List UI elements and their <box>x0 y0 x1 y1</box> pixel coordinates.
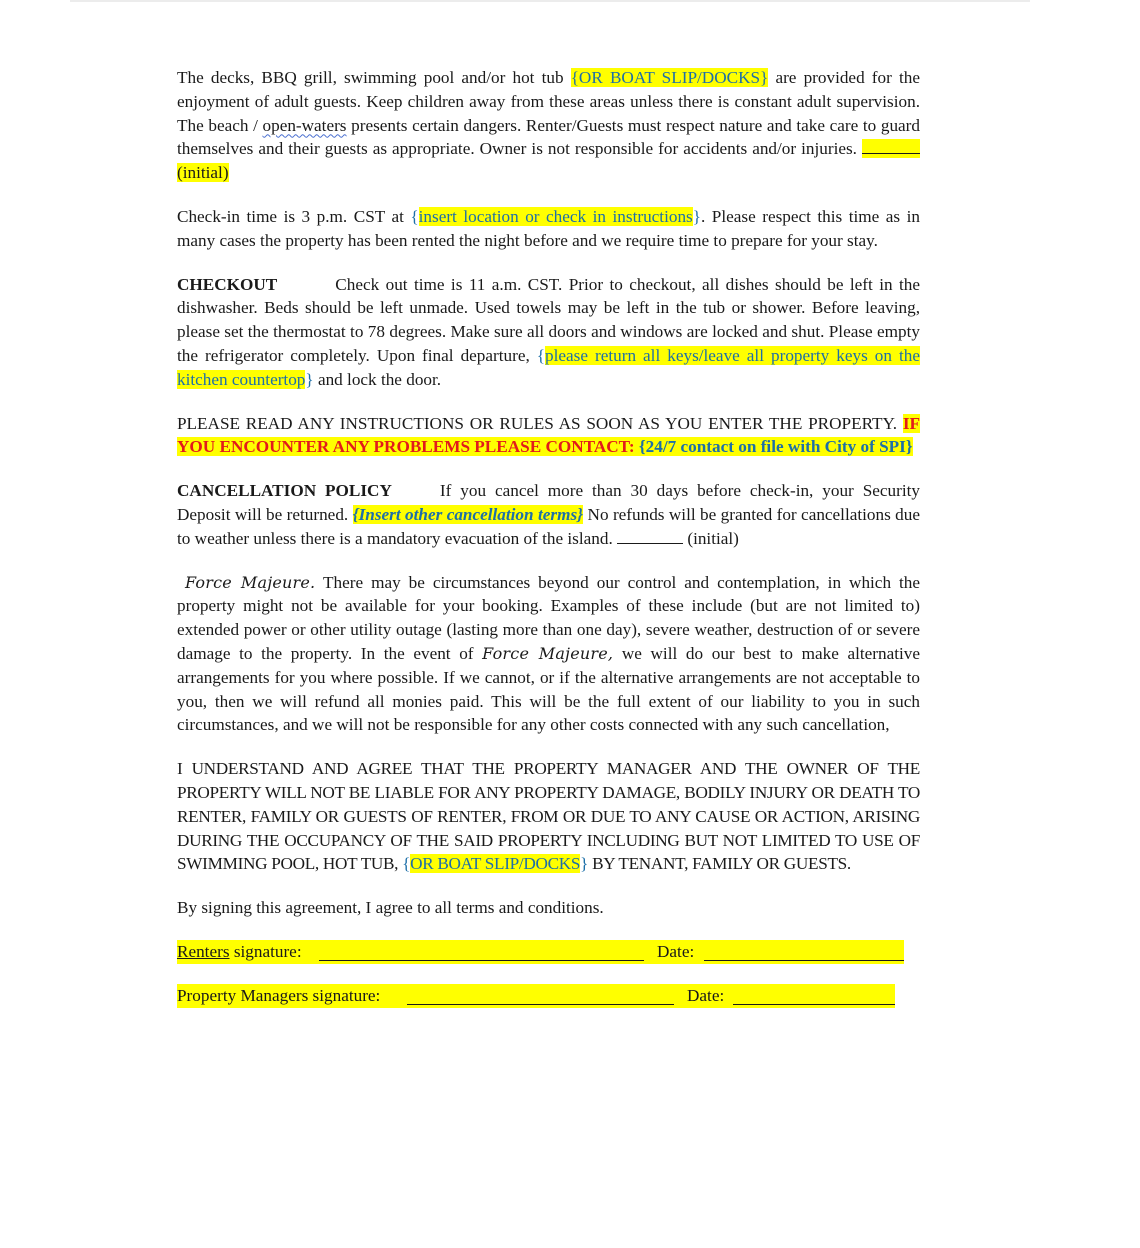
amenities-text-2: are provided for the enjoyment of adult guests. Keep children away from these areas unless there is constant adult supervision. The beach / <box>177 68 920 135</box>
initial-blank-2[interactable] <box>617 528 683 544</box>
document-page <box>177 66 920 1028</box>
open-waters-word: open-waters <box>262 115 347 135</box>
manager-date-line[interactable] <box>733 1004 895 1005</box>
agreement-text: By signing this agreement, I agree to all terms and conditions. <box>177 898 604 918</box>
page-top-edge <box>70 0 1030 2</box>
initial-blank-1[interactable] <box>862 138 920 154</box>
instructions-text: PLEASE READ ANY INSTRUCTIONS OR RULES AS SOON AS YOU ENTER THE PROPERTY. <box>177 413 903 433</box>
manager-date-label: Date: <box>687 985 725 1005</box>
liability-text-1: I UNDERSTAND AND AGREE THAT THE PROPERTY MANAGER AND THE OWNER OF THE PROPERTY WILL NOT BE LIABLE FOR ANY PROPERTY DAMAGE, BODILY INJURY OR DEATH TO RENTER, FAMILY OR GUESTS OF RENTER, FROM OR DUE TO ANY CAUSE OR ACTION, ARISING DURING THE OCCUPANCY OF THE SAID PROPERTY INCLUDING BUT NOT LIMITED TO USE OF SWIMMING POOL, HOT TUB, <box>177 759 920 874</box>
checkout-text-1: Check out time is 11 a.m. CST. Prior to checkout, all dishes should be left in the dishwasher. Beds should be left unmade. Used towels may be left in the tub or shower. Before leaving, please set the thermostat to 78 degrees. Make sure all doors and windows are locked and shut. Please empty the refrigerator completely. Upon final departure, <box>177 274 920 365</box>
brace-close: } <box>305 369 314 389</box>
checkout-text-2: and lock the door. <box>313 369 442 389</box>
checkout-heading: CHECKOUT <box>177 274 278 294</box>
cancellation-text-2: No refunds will be granted for cancellations due to weather unless there is a mandatory evacuation of the island. <box>177 504 920 548</box>
renters-signature-line[interactable] <box>319 960 644 961</box>
checkin-text-2: . Please respect this time as in many cases the property has been rented the night before and we require time to prepare for your stay. <box>177 206 921 250</box>
brace-close: } <box>580 854 589 874</box>
force-majeure-term: Force Majeure. <box>184 572 316 592</box>
cancellation-heading: CANCELLATION POLICY <box>177 481 392 501</box>
initial-label-2: (initial) <box>683 528 739 548</box>
brace-close: } <box>692 206 701 226</box>
keys-placeholder: please return all keys/leave all property keys on the kitchen countertop <box>177 345 920 389</box>
problems-alert: IF YOU ENCOUNTER ANY PROBLEMS PLEASE CONTACT: <box>177 413 920 457</box>
renters-signature-label: signature: <box>229 941 302 961</box>
paragraph-instructions <box>177 412 920 460</box>
manager-signature-line[interactable] <box>407 1004 674 1005</box>
manager-signature-label: Property Managers signature: <box>177 985 381 1005</box>
contact-placeholder: {24/7 contact on file with City of SPI} <box>638 437 913 457</box>
checkin-location-placeholder: insert location or check in instructions <box>418 206 693 226</box>
initial-label-1: (initial) <box>177 163 229 183</box>
boat-slip-placeholder-2: OR BOAT SLIP/DOCKS <box>410 854 581 874</box>
checkin-text-1: Check-in time is 3 p.m. CST at <box>177 206 411 226</box>
brace-open: { <box>410 206 419 226</box>
force-majeure-text-1: There may be circumstances beyond our control and contemplation, in which the property might not be available for your booking. Examples of these include (but are not limited to) extended power or other utility outage (lasting more than one day), severe weather, destruction of or severe damage to the property. In the event of <box>177 572 921 663</box>
paragraph-force-majeure <box>177 571 920 738</box>
brace-open: { <box>536 345 546 365</box>
force-majeure-text-2: we will do our best to make alternative arrangements for you where possible. If we cannot, or if the alternative arrangements are not acceptable to you, then we will refund all monies paid. This will be the full extent of our liability to you in such circumstances, and we will not be responsible for any other costs connected with any such cancellation, <box>177 643 920 735</box>
renters-date-label: Date: <box>657 941 695 961</box>
amenities-text-3: presents certain dangers. Renter/Guests must respect nature and take care to guard themselves and their guests as appropriate. Owner is not responsible for accidents and/or injuries. <box>177 115 920 159</box>
paragraph-agreement <box>177 896 920 920</box>
paragraph-cancellation <box>177 479 920 550</box>
paragraph-checkout <box>177 273 920 392</box>
manager-signature-row <box>177 984 920 1008</box>
amenities-text-1: The decks, BBQ grill, swimming pool and/or hot tub <box>177 68 571 87</box>
paragraph-amenities <box>177 66 920 185</box>
boat-slip-placeholder: {OR BOAT SLIP/DOCKS} <box>570 68 769 87</box>
paragraph-checkin <box>177 205 920 253</box>
renters-signature-row <box>177 940 920 964</box>
liability-text-2: BY TENANT, FAMILY OR GUESTS. <box>588 854 851 874</box>
renters-date-line[interactable] <box>704 960 904 961</box>
force-majeure-term-2: Force Majeure, <box>482 643 614 663</box>
brace-open: { <box>402 854 411 874</box>
renters-word: Renters <box>177 941 230 961</box>
cancellation-terms-placeholder: {Insert other cancellation terms} <box>352 504 584 524</box>
cancellation-text-1: If you cancel more than 30 days before check-in, your Security Deposit will be returned. <box>177 481 920 524</box>
paragraph-liability <box>177 757 920 876</box>
